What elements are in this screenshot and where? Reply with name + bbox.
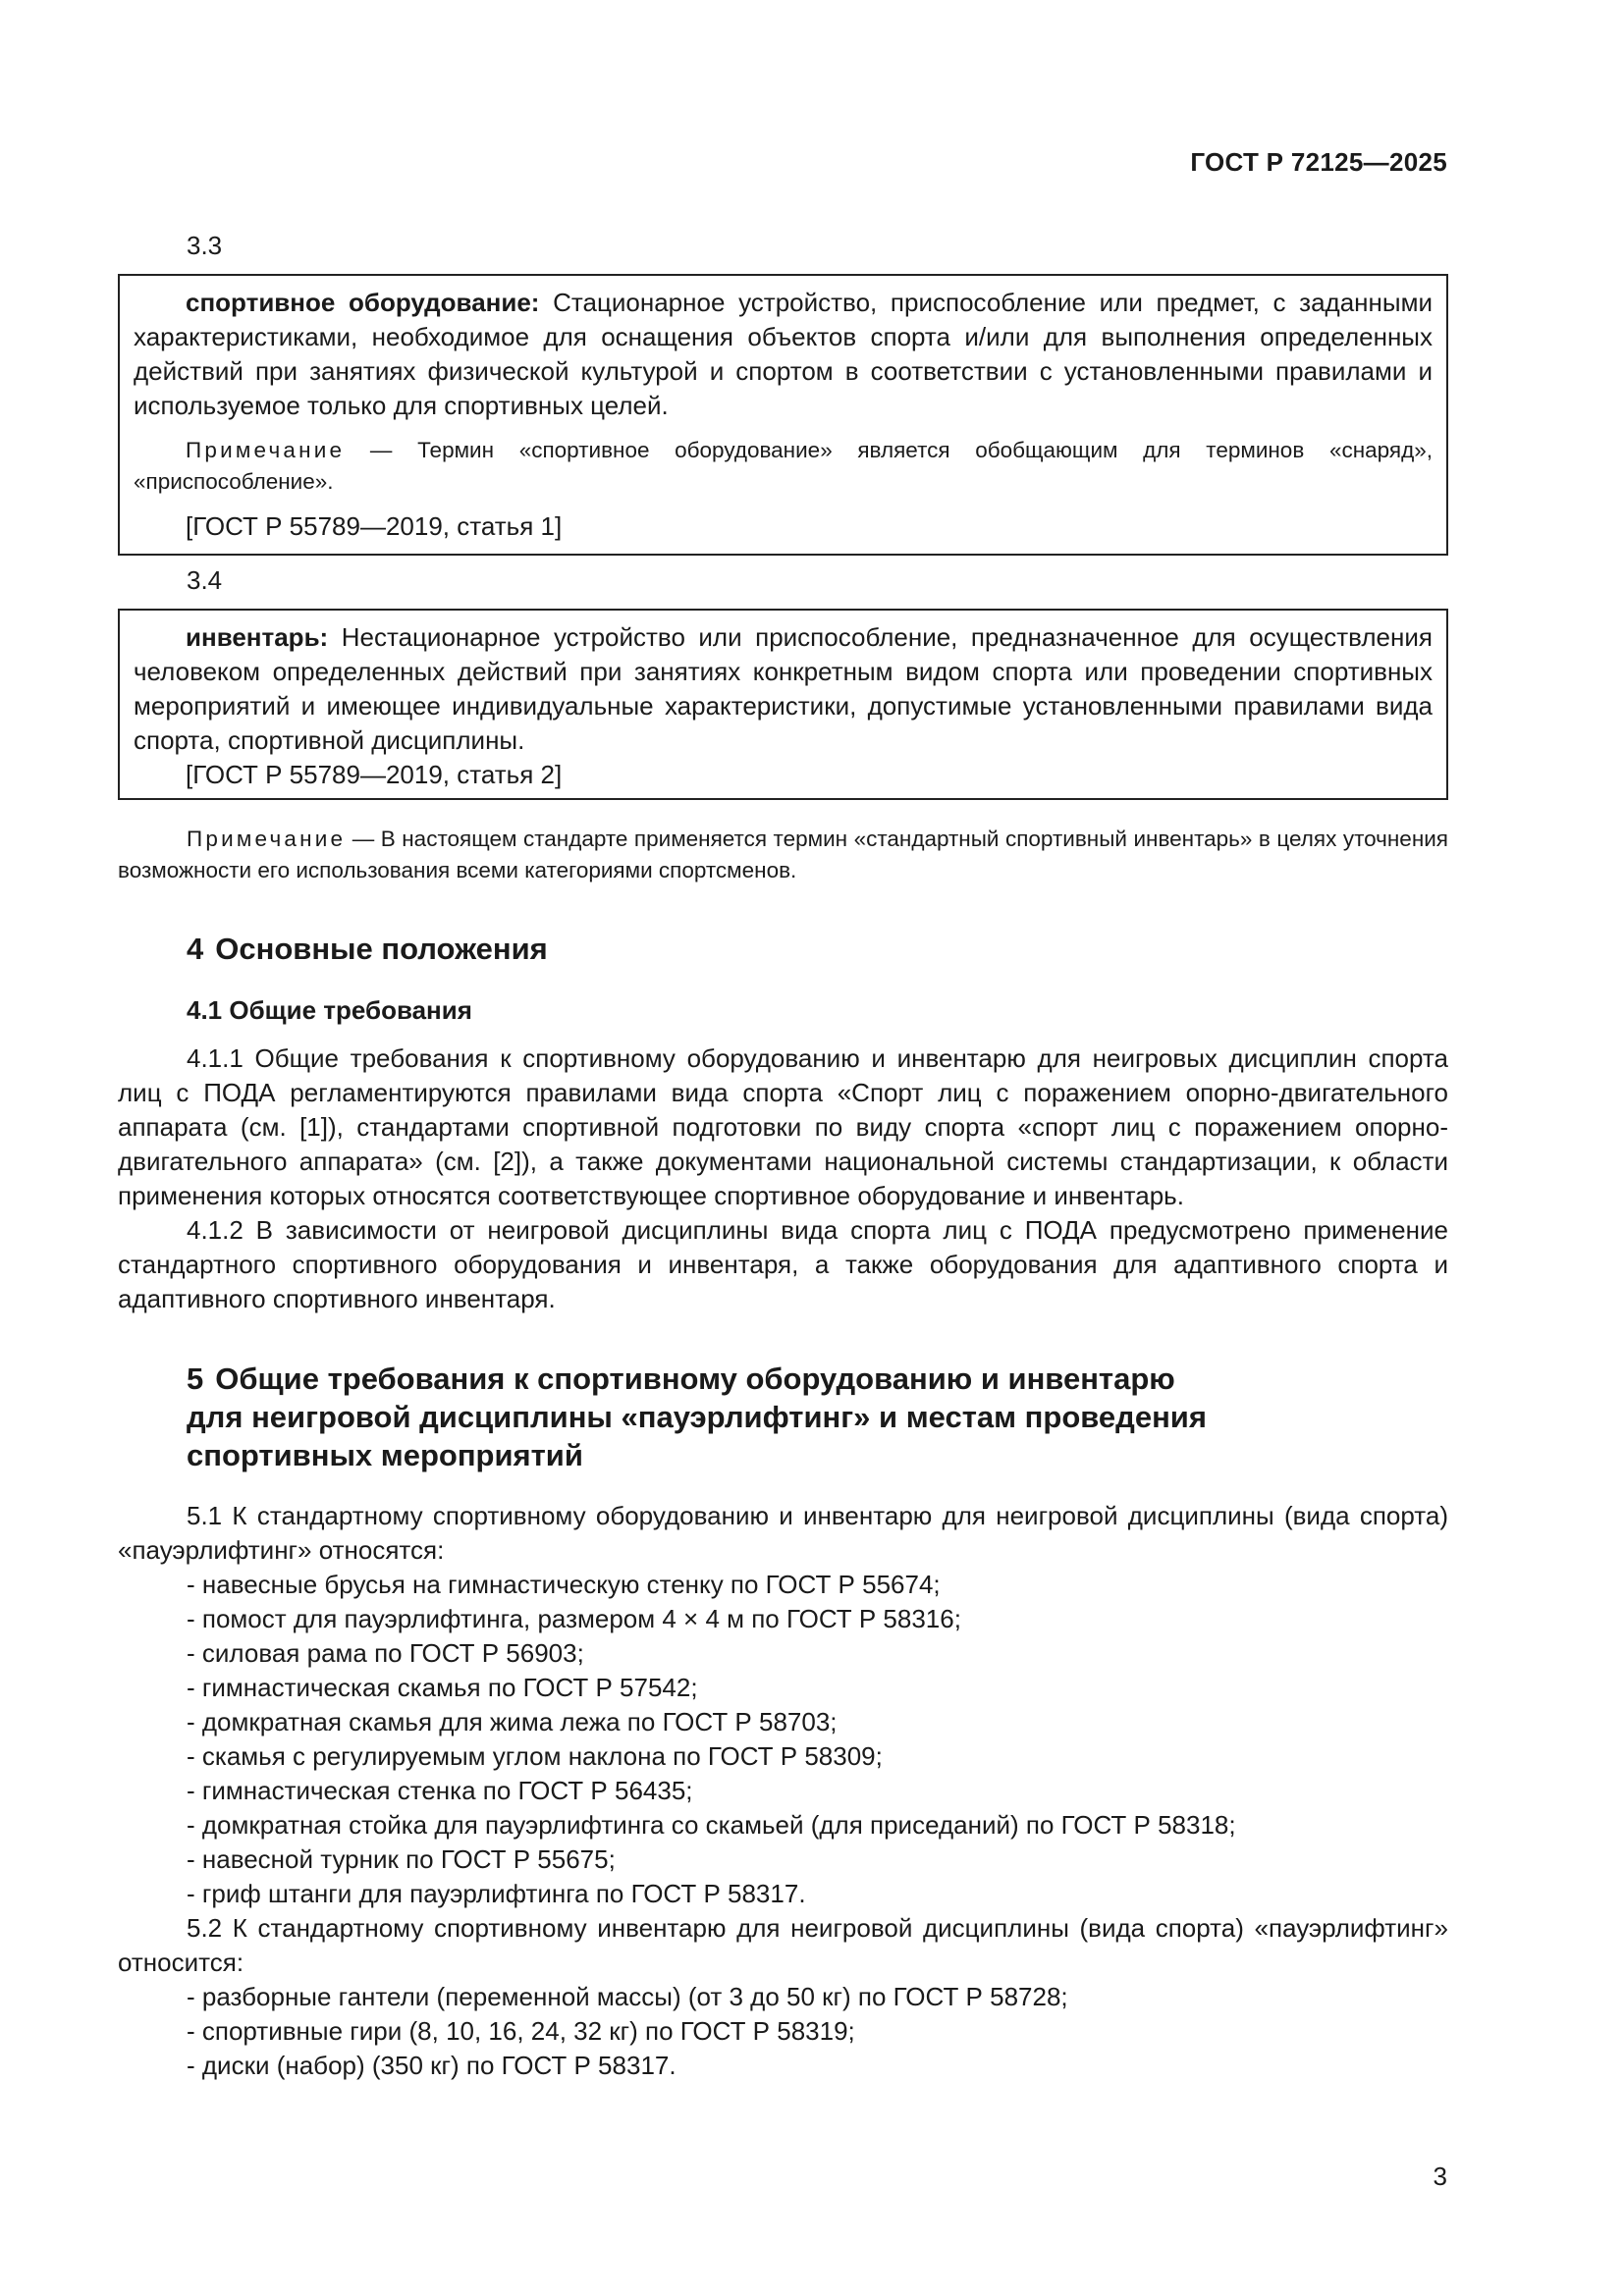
term-source: [ГОСТ Р 55789—2019, статья 2] [186, 760, 563, 789]
list-item: - помост для пауэрлифтинга, размером 4 × 4 м по ГОСТ Р 58316; [187, 1604, 961, 1633]
term-number: 3.4 [187, 565, 223, 595]
section-title-line: Общие требования к спортивному оборудованию и инвентарю [215, 1362, 1175, 1396]
list-item: - гимнастическая скамья по ГОСТ Р 57542; [187, 1673, 698, 1702]
list-item: - скамья с регулируемым углом наклона по ГОСТ Р 58309; [187, 1741, 883, 1771]
paragraph-4-1-2: 4.1.2 В зависимости от неигровой дисциплины вида спорта лиц с ПОДА предусмотрено применение стандартного спортивного оборудования и инвентаря, а также оборудования для адаптивного спорта и адаптивного спортивного инвентаря. [118, 1215, 1448, 1313]
paragraph-4-1-1: 4.1.1 Общие требования к спортивному оборудованию и инвентарю для неигровых дисциплин спорта лиц с ПОДА регламентируются правилами вида спорта «Спорт лиц с поражением опорно-двигательного аппарата (см. [1]), стандартами спортивной подготовки по виду спорта «спорт лиц с поражением опорно-двигательного аппарата» (см. [2]), а также документами национальной системы стандартизации, к области применения которых относятся соответствующее спортивное оборудование и инвентарь. [118, 1043, 1448, 1210]
page-content [118, 221, 1448, 2083]
section-title-line: для неигровой дисциплины «пауэрлифтинг» и местам проведения [187, 1400, 1207, 1434]
term-name: инвентарь: [186, 622, 329, 652]
list-item: - навесные брусья на гимнастическую стенку по ГОСТ Р 55674; [187, 1570, 941, 1599]
subsection-number: 4.1 [187, 995, 223, 1025]
section-note [118, 824, 1448, 886]
term-box-3-4 [118, 609, 1448, 800]
list-item: - спортивные гири (8, 10, 16, 24, 32 кг) по ГОСТ Р 58319; [187, 2016, 855, 2046]
list-item: - разборные гантели (переменной массы) (от 3 до 50 кг) по ГОСТ Р 58728; [187, 1982, 1068, 2011]
note-label: Примечание [187, 827, 347, 851]
section-title-line: спортивных мероприятий [187, 1438, 583, 1472]
term-number: 3.3 [187, 231, 223, 260]
note-label: Примечание [186, 438, 346, 462]
note-text: — В настоящем стандарте применяется термин «стандартный спортивный инвентарь» в целях уточнения возможности его использования всеми категориями спортсменов. [118, 827, 1448, 882]
paragraph-5-1: 5.1 К стандартному спортивному оборудованию и инвентарю для неигровой дисциплины (вида спорта) «пауэрлифтинг» относятся: [118, 1501, 1448, 1565]
section-title: Основные положения [215, 932, 548, 966]
list-item: - домкратная стойка для пауэрлифтинга со скамьей (для приседаний) по ГОСТ Р 58318; [187, 1810, 1236, 1840]
list-5-1 [118, 1568, 1448, 1911]
section-number: 4 [187, 932, 204, 966]
paragraph-5-2: 5.2 К стандартному спортивному инвентарю для неигровой дисциплины (вида спорта) «пауэрлифтинг» относится: [118, 1913, 1448, 1977]
subsection-title: Общие требования [229, 995, 472, 1025]
term-box-3-3 [118, 274, 1448, 556]
list-5-2 [118, 1980, 1448, 2083]
term-definition [134, 620, 1433, 758]
document-code: ГОСТ Р 72125—2025 [1190, 147, 1447, 177]
list-item: - силовая рама по ГОСТ Р 56903; [187, 1638, 584, 1668]
section-heading-5 [187, 1360, 1448, 1474]
term-name: спортивное оборудование: [186, 288, 540, 317]
note-text: — Термин «спортивное оборудование» является обобщающим для терминов «снаряд», «приспособление». [134, 438, 1433, 494]
list-item: - домкратная скамья для жима лежа по ГОСТ Р 58703; [187, 1707, 838, 1736]
term-definition-text: Нестационарное устройство или приспособление, предназначенное для осуществления человеком определенных действий при занятиях конкретным видом спорта или проведении спортивных мероприятий и имеющее индивидуальные характеристики, допустимые установленными правилами вида спорта, спортивной дисциплины. [134, 622, 1433, 755]
term-definition [134, 286, 1433, 423]
section-heading-4 [187, 930, 1448, 968]
term-definition-text: Стационарное устройство, приспособление или предмет, с заданными характеристиками, необходимое для оснащения объектов спорта и/или для выполнения определенных действий при занятиях физической культурой и спортом в соответствии с установленными правилами и используемое только для спортивных целей. [134, 288, 1433, 420]
page-number: 3 [1433, 2162, 1447, 2191]
list-item: - навесной турник по ГОСТ Р 55675; [187, 1844, 616, 1874]
section-number: 5 [187, 1362, 204, 1396]
list-item: - гимнастическая стенка по ГОСТ Р 56435; [187, 1776, 693, 1805]
term-note [134, 435, 1433, 498]
list-item: - диски (набор) (350 кг) по ГОСТ Р 58317. [187, 2051, 677, 2080]
term-source: [ГОСТ Р 55789—2019, статья 1] [186, 511, 563, 541]
list-item: - гриф штанги для пауэрлифтинга по ГОСТ Р 58317. [187, 1879, 806, 1908]
subsection-heading-4-1 [187, 993, 1448, 1028]
